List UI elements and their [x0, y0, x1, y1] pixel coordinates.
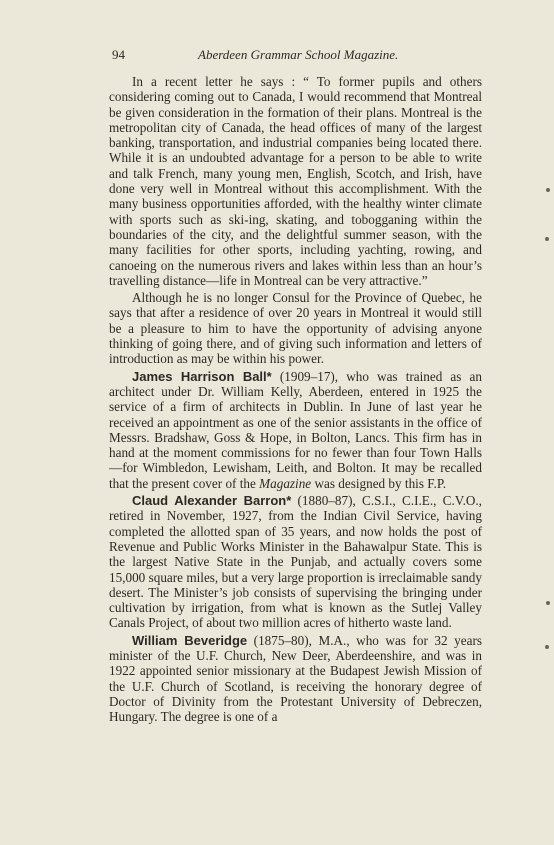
running-header	[112, 47, 442, 63]
page-number: 94	[112, 47, 125, 62]
margin-speck	[545, 645, 549, 649]
paragraph-montreal-letter: In a recent letter he says : “ To former pupils and others considering coming out to Canada, I would recommend that Montreal be given consideration in the formation of their plans. Montreal is the metropolitan city of Canada, the head offices of many of the largest banking, transportation, and industrial companies being located there. While it is an undoubted advantage for a person to be able to write and talk French, many young men, English, Scotch, and Irish, have done very well in Montreal without this accomplishment. With the many business opportunities afforded, with the healthy winter climate with sports such as ski-ing, skating, and tobogganing within the boundaries of the city, and the delightful summer season, with the many facilities for other sports, including yachting, rowing, and canoeing on the numerous rivers and lakes within less than an hour’s travelling distance—life in Montreal can be very attractive.”	[109, 74, 482, 288]
margin-speck	[546, 601, 550, 605]
margin-speck	[546, 188, 550, 192]
paragraph-ball: James Harrison Ball* (1909–17), who was trained as an architect under Dr. William Kelly, Aberdeen, entered in 1925 the service of a firm of architects in Dublin. In June of last year he received an appointment as one of the senior assistants in the office of Messrs. Bradshaw, Goss & Hope, in Bolton, Lancs. This firm has in hand at the moment commissions for no fewer than four Town Halls—for Wimbledon, Lewisham, Leith, and Bolton. It may be recalled that the present cover of the Magazine was designed by this F.P.	[109, 368, 482, 491]
person-name: William Beveridge	[132, 632, 248, 648]
paragraph-beveridge: William Beveridge (1875–80), M.A., who was for 32 years minister of the U.F. Church, New Deer, Aberdeenshire, and was in 1922 appointed senior missionary at the Budapest Jewish Mission of the U.F. Church of Scotland, is receiving the honorary degree of Doctor of Divinity from the Protestant University of Debreczen, Hungary. The degree is one of a	[109, 632, 482, 725]
paragraph-consul-quebec: Although he is no longer Consul for the Province of Quebec, he says that after a residence of over 20 years in Montreal it would still be a pleasure to him to have the opportunity of advising anyone thinking of going there, and of giving such information and letters of introduction as may be within his power.	[109, 290, 482, 367]
paragraph-barron: Claud Alexander Barron* (1880–87), C.S.I., C.I.E., C.V.O., retired in November, 1927, from the Indian Civil Service, having completed the allotted span of 35 years, and now holds the post of Revenue and Public Works Minister in the Bahawalpur State. This is the largest Native State in the Punjab, and actually covers some 15,000 square miles, but a very large proportion is irreclaimable sandy desert. The Minister’s job consists of supervising the bringing under cultivation by irrigation, from what is known as the Sutlej Valley Canals Project, of about two million acres of hitherto waste land.	[109, 493, 482, 631]
person-name: Claud Alexander Barron*	[132, 493, 292, 509]
journal-title: Aberdeen Grammar School Magazine.	[198, 47, 399, 62]
person-name: James Harrison Ball*	[132, 368, 272, 384]
margin-speck	[545, 237, 549, 241]
article-body	[109, 74, 482, 724]
